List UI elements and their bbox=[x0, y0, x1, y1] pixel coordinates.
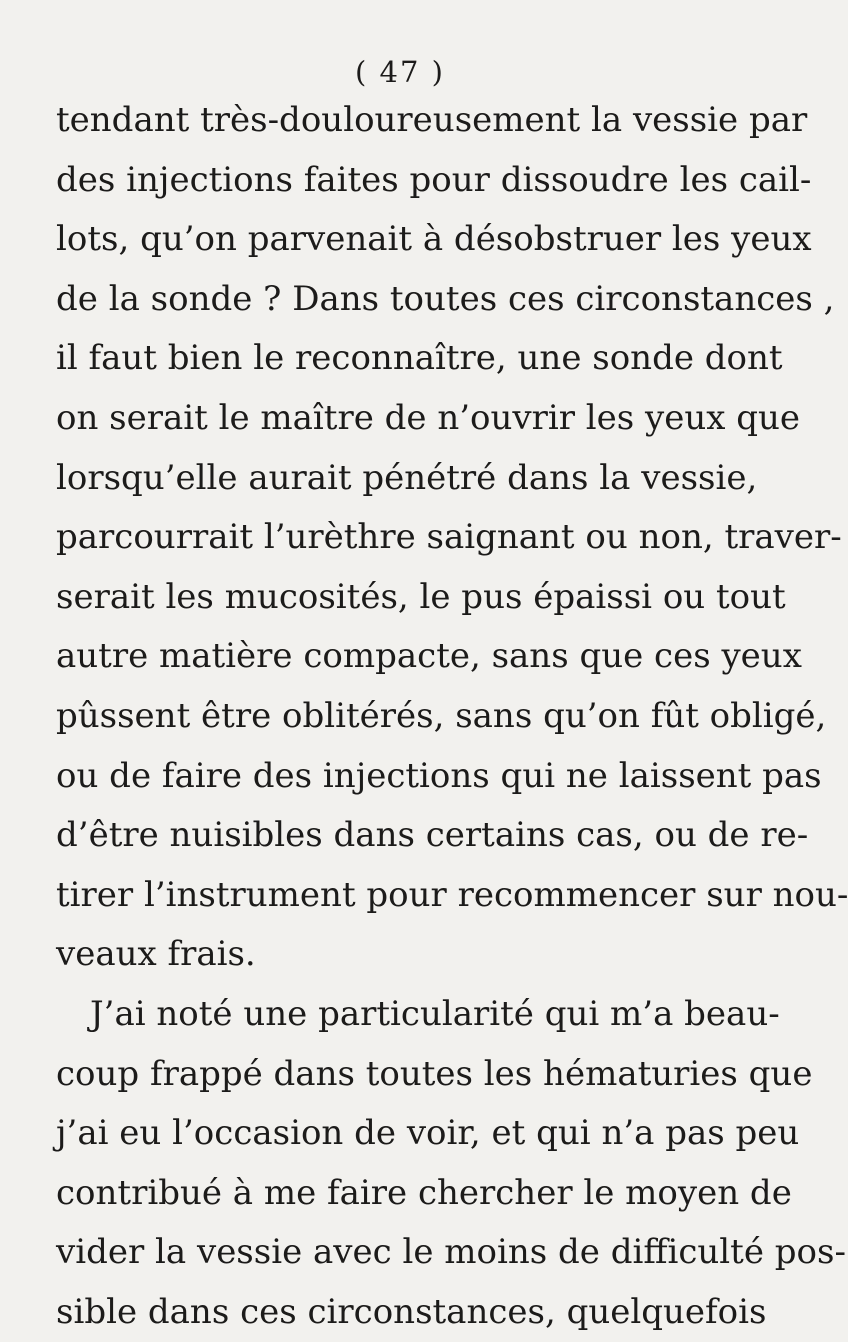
text-line: sible dans ces circonstances, quelquefois bbox=[56, 1291, 767, 1332]
text-line: J’ai noté une particularité qui m’a beau- bbox=[90, 993, 780, 1034]
body-text bbox=[56, 91, 848, 1342]
text-line: pûssent être oblitérés, sans qu’on fût obligé, bbox=[56, 695, 827, 736]
text-line: contribué à me faire chercher le moyen de bbox=[56, 1172, 792, 1213]
page-number: ( 47 ) bbox=[355, 55, 445, 89]
text-line: parcourrait l’urèthre saignant ou non, traver- bbox=[56, 517, 842, 558]
text-line: lots, qu’on parvenait à désobstruer les yeux bbox=[56, 219, 812, 260]
text-line: tirer l’instrument pour recommencer sur nou- bbox=[56, 874, 848, 915]
text-line: coup frappé dans toutes les hématuries que bbox=[56, 1053, 813, 1094]
text-line: de la sonde ? Dans toutes ces circonstances , bbox=[56, 278, 835, 319]
text-line: des injections faites pour dissoudre les cail- bbox=[56, 159, 812, 200]
text-line: d’être nuisibles dans certains cas, ou de re- bbox=[56, 815, 809, 856]
text-line: on serait le maître de n’ouvrir les yeux que bbox=[56, 397, 801, 438]
text-line: ou de faire des injections qui ne laissent pas bbox=[56, 755, 822, 796]
text-line: il faut bien le reconnaître, une sonde dont bbox=[56, 338, 783, 379]
text-line: autre matière compacte, sans que ces yeux bbox=[56, 636, 802, 677]
text-line: lorsqu’elle aurait pénétré dans la vessie, bbox=[56, 457, 758, 498]
text-line: tendant très-douloureusement la vessie par bbox=[56, 100, 808, 140]
text-line: j’ai eu l’occasion de voir, et qui n’a pas peu bbox=[56, 1113, 800, 1154]
text-line: veaux frais. bbox=[56, 934, 256, 975]
text-line: vider la vessie avec le moins de difficulté pos- bbox=[56, 1232, 846, 1273]
text-line: serait les mucosités, le pus épaissi ou tout bbox=[56, 576, 786, 617]
